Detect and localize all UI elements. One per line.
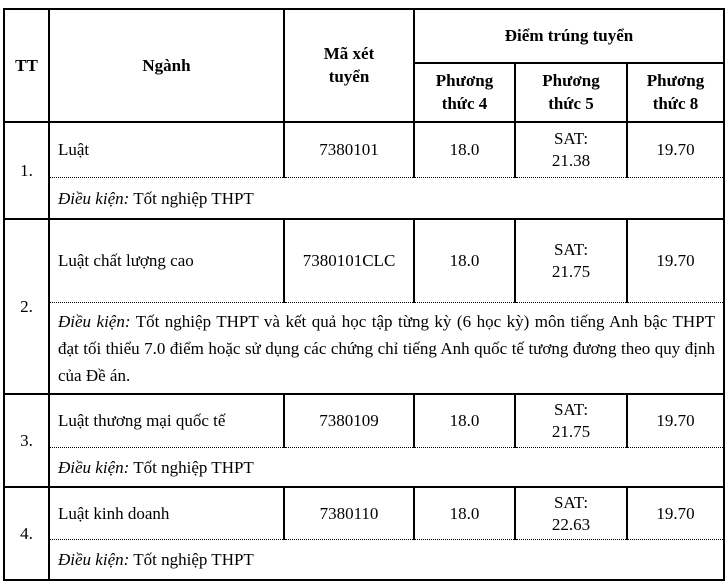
header-phuong-thuc-4 — [414, 63, 515, 122]
phuong-thuc-4-cell: 18.0 — [414, 394, 515, 448]
header-phuong-thuc-5-label: Phương thức 5 — [542, 70, 600, 113]
admission-score-table — [3, 8, 725, 581]
tt-cell: 4. — [4, 487, 49, 580]
condition-cell — [49, 178, 724, 220]
header-phuong-thuc-8-label: Phương thức 8 — [646, 70, 705, 113]
condition-row — [4, 448, 724, 488]
table-row — [4, 394, 724, 448]
sat-label: SAT: — [553, 400, 589, 419]
condition-text: Tốt nghiệp THPT — [133, 457, 254, 477]
ma-xet-tuyen-cell: 7380101CLC — [284, 219, 414, 303]
phuong-thuc-4-cell: 18.0 — [414, 122, 515, 178]
nganh-cell: Luật — [49, 122, 284, 178]
phuong-thuc-8-cell: 19.70 — [627, 487, 724, 540]
ma-xet-tuyen-cell: 7380101 — [284, 122, 414, 178]
header-nganh: Ngành — [49, 9, 284, 122]
sat-value: 21.38 — [551, 151, 591, 170]
header-ma-xet-tuyen-label: Mã xét tuyển — [323, 43, 375, 86]
phuong-thuc-5-cell — [515, 394, 627, 448]
sat-value: 21.75 — [551, 422, 591, 441]
sat-label: SAT: — [553, 240, 589, 259]
condition-label: Điều kiện: — [58, 311, 131, 331]
phuong-thuc-8-cell: 19.70 — [627, 219, 724, 303]
header-ma-xet-tuyen — [284, 9, 414, 122]
condition-row — [4, 303, 724, 395]
phuong-thuc-5-cell — [515, 487, 627, 540]
condition-cell — [49, 540, 724, 581]
condition-row — [4, 178, 724, 220]
condition-label: Điều kiện: — [58, 457, 130, 477]
condition-text: Tốt nghiệp THPT — [133, 188, 254, 208]
header-phuong-thuc-5 — [515, 63, 627, 122]
phuong-thuc-4-cell: 18.0 — [414, 219, 515, 303]
header-diem-trung-tuyen: Điểm trúng tuyển — [414, 9, 724, 63]
nganh-cell: Luật chất lượng cao — [49, 219, 284, 303]
condition-row — [4, 540, 724, 581]
header-phuong-thuc-4-label: Phương thức 4 — [435, 70, 494, 113]
table-row — [4, 487, 724, 540]
nganh-cell: Luật kinh doanh — [49, 487, 284, 540]
condition-cell — [49, 448, 724, 488]
tt-cell: 2. — [4, 219, 49, 394]
sat-label: SAT: — [553, 129, 589, 148]
condition-cell — [49, 303, 724, 395]
ma-xet-tuyen-cell: 7380109 — [284, 394, 414, 448]
header-tt: TT — [4, 9, 49, 122]
phuong-thuc-5-cell — [515, 219, 627, 303]
header-phuong-thuc-8 — [627, 63, 724, 122]
phuong-thuc-4-cell: 18.0 — [414, 487, 515, 540]
table-row — [4, 219, 724, 303]
condition-text: Tốt nghiệp THPT và kết quả học tập từng kỳ (6 học kỳ) môn tiếng Anh bậc THPT đạt tối thiểu 7.0 điểm hoặc sử dụng các chứng chỉ tiếng Anh quốc tế tương đương theo quy định của Đề án. — [58, 311, 716, 385]
phuong-thuc-8-cell: 19.70 — [627, 122, 724, 178]
table-row — [4, 122, 724, 178]
ma-xet-tuyen-cell: 7380110 — [284, 487, 414, 540]
nganh-cell: Luật thương mại quốc tế — [49, 394, 284, 448]
header-row-top — [4, 9, 724, 63]
condition-text: Tốt nghiệp THPT — [133, 550, 254, 569]
condition-label: Điều kiện: — [58, 188, 130, 208]
sat-label: SAT: — [553, 492, 589, 512]
phuong-thuc-8-cell: 19.70 — [627, 394, 724, 448]
sat-value: 22.63 — [551, 514, 591, 534]
sat-value: 21.75 — [551, 262, 591, 281]
tt-cell: 1. — [4, 122, 49, 219]
condition-label: Điều kiện: — [58, 550, 130, 569]
phuong-thuc-5-cell — [515, 122, 627, 178]
tt-cell: 3. — [4, 394, 49, 487]
